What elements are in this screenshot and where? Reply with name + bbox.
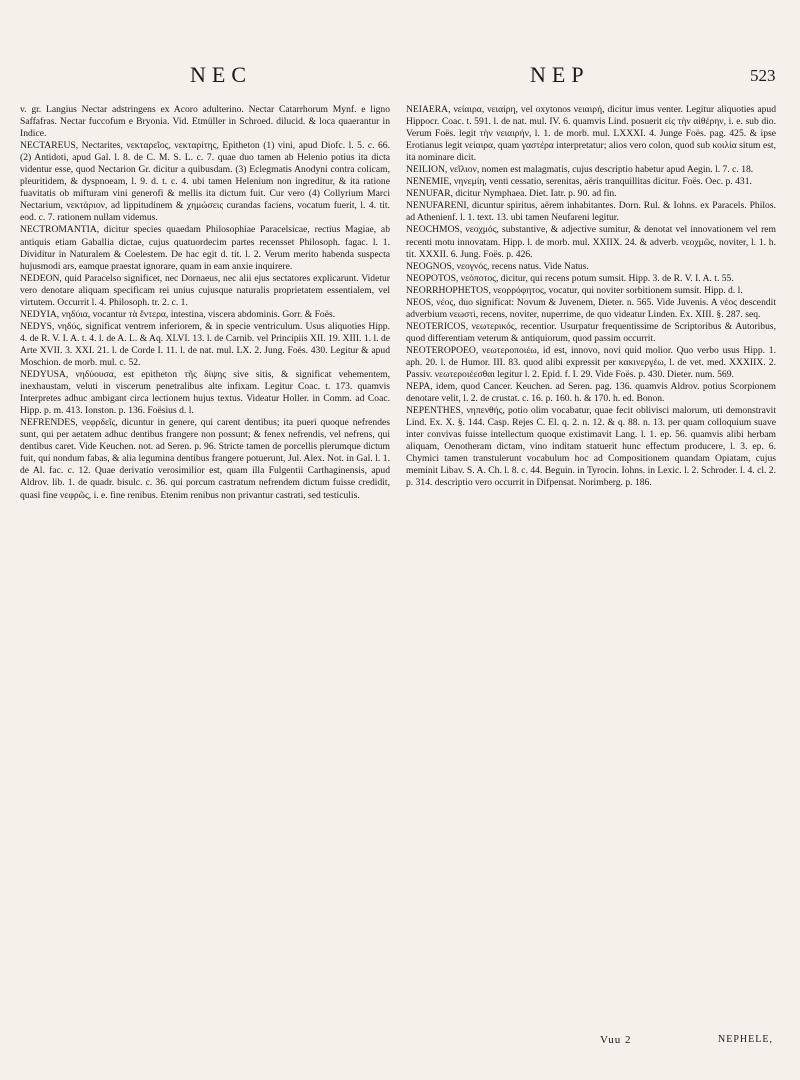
entry-nenufar: NENUFAR, dicitur Nymphaea. Diet. Iatr. p. 90. ad fin. — [406, 188, 617, 200]
entry-neochmos: NEOCHMOS, νεοχμός, substantive, & adjective sumitur, & denotat vel innovationem vel rem recenti motu innovatam. Hipp. l. de morb. mul. XXIIX. 24. & adverb. νεοχμῶς, noviter, l. 1. h. tit. XXXII. 6. Jung. Foës. p. 426. — [406, 224, 776, 260]
running-head-left: NEC — [190, 62, 252, 87]
entry-nedyia: NEDYIA, νηδύια, vocantur τὰ ἔντερα, intestina, viscera abdominis. Gorr. & Foës. — [20, 308, 336, 320]
entry-nenufareni: NENUFARENI, dicuntur spiritus, aërem inhabitantes. Dorn. Rul. & Iohns. ex Paracels. Philos. ad Athenienf. l. 1. text. 13. ubi tamen Neufareni legitur. — [406, 200, 776, 224]
entry-nedys: NEDYS, νηδύς, significat ventrem inferiorem, & in specie ventriculum. Usus aliquoties Hipp. 4. de R. V. I. A. t. 4. l. de A. L. & Aq. XLVI. 13. l. de Carnib. vel Principiis XII. 19. XIII. 1. l. de Arte XVII. 3. XXI. 21. l. de Corde I. 11. l. de nat. mul. LX. 2. Jung. Foës. 430. Legitur & apud Moschion. de morb. mul. c. 52. — [20, 320, 390, 368]
catchword: NEPHELE, — [718, 1034, 773, 1045]
entry-neoteropoeo: NEOTEROPOEO, νεωτεροποιέω, id est, innovo, novi quid molior. Quo verbo usus Hipp. 1. aph. 20. l. de Humor. III. 83. quod alibi expressit per κακινεργέω, l. de vet. med. XXXIIX. 2. Passiv. νεωτεροιέεσθαι legitur l. 2. Epid. f. I. 29. Vide Foës. p. 430. Dieter. num. 569. — [406, 344, 776, 381]
entry-neopotos: NEOPOTOS, νεόποτος, dicitur, qui recens potum sumsit. Hipp. 3. de R. V. I. A. t. 55. — [406, 272, 734, 284]
entry-nedyusa: NEDYUSA, νηδύουσα, est epitheton τῆς δίψης sive sitis, & significat vehementem, inexhaustam, veluti in viscerum penetralibus alte infixam. Legitur Coac. t. 173. quamvis Interpretes adhuc ambigant circa lectionem hujus textus. Videatur Holler. in Comm. ad Coac. Hipp. p. m. 413. Ionston. p. 136. Foësius d. l. — [20, 369, 390, 417]
entry-nefrendes: NEFRENDES, νεφρδεῖς, dicuntur in genere, qui carent dentibus; ita pueri quoque nefrendes sunt, qui per aetatem adhuc dentibus frangere non possunt; & fenex nefrendis, vel nefrens, qui dentibus caret. Vide Keuchen. not. ad Seren. p. 96. Stricte tamen de porcellis plerumque dictum fuit, qui nondum fabas, & alia legumina dentibus frangere potuerunt, Jul. Alex. Not. in Gal. l. 1. de Al. fac. c. 12. Quae derivatio verosimilior est, quam illa Fulgentii Carthaginensis, apud Aldrov. lib. 1. de quadr. bisulc. c. 36. qui porcum castratum nefrendem dictum fuisse credidit, quasi fine νεφρῶς, i. e. fine renibus. Etenim renibus non privantur castrati, sed testiculis. — [20, 417, 390, 501]
entry-neotericos: NEOTERICOS, νεωτερικός, recentior. Usurpatur frequentissime de Scriptoribus & Autoribus, quod differentiam veterum & antiquiorum, quod passim occurrit. — [406, 320, 776, 344]
entry-nedeon: NEDEON, quid Paracelso significet, nec Dornaeus, nec alii ejus sectatores explicarunt. Videtur vero denotare aliquam specificam rei unius cujusque naturalis proprietatem essentialem, vel virtutem. Occurrit l. 4. Philosoph. tr. 2. c. 1. — [20, 272, 390, 308]
entry-neognos: NEOGNOS, νεογνός, recens natus. Vide Natus. — [406, 260, 589, 272]
entry-nenemie: NENEMIE, νηνεμίη, venti cessatio, serenitas, aëris tranquillitas dicitur. Foës. Oec. p. 431. — [406, 176, 752, 188]
entry-nectareus: NECTAREUS, Nectarites, νεκταρεῖος, νεκταρίτης, Epitheton (1) vini, apud Diofc. l. 5. c. 66. (2) Antidoti, apud Gal. l. 8. de C. M. S. L. c. 7. quae duo tamen ab Helenio potius ita dicta videntur esse, quod Nectarion Gr. dicitur a quibusdam. (3) Eclegmatis Anodyni contra colicam, pleuritidem, & dyspnoeam, l. 9. d. t. c. 4. ubi tamen Helenium non ingreditur, & ita ratione fuavitatis ob mifturam vini generofi & mellis ita dictum fuit. Cur vero (4) Collyrium Marci Nectarium, νεκτάριον, ad lippitudinem & χημώσεις curandas faciens, vocatum fuerit, l. 4. tit. eod. c. 7. rationem nullam videmus. — [20, 140, 390, 224]
signature-mark: Vuu 2 — [600, 1034, 632, 1046]
page-number: 523 — [750, 66, 776, 85]
entry-nepenthes: NEPENTHES, νηπενθής, potio olim vocabatur, quae fecit oblivisci malorum, uti demonstravit Lind. Ex. X. §. 144. Casp. Rejes C. El. q. 2. n. 12. & q. 88. n. 13. per quam colloquium suave inter convivas fuisse intellectum quoque existimavit Lang. l. 1. ep. 56. quamvis alibi herbam aliquam, Oenotheram dictam, vino inditam statuerit hunc effectum producere, l. 3. ep. 6. Chymici tamen transtulerunt vocabulum hoc ad Compositionem quandam Opiatam, cujus meminit Libav. S. A. Ch. l. 8. c. 44. Beguin. in Tyrocin. Iohns. in Lexic. l. 2. Schroder. l. 4. cl. 2. p. 314. descriptio vero occurrit in Difpensat. Norimberg. p. 186. — [406, 405, 776, 489]
entry-neilion: NEILION, νεῖλιον, nomen est malagmatis, cujus descriptio habetur apud Aegin. l. 7. c. 18. — [406, 164, 754, 176]
entry-nectromantia: NECTROMANTIA, dicitur species quaedam Philosophiae Paracelsicae, rectius Magiae, ab antiquis etiam Gaballia dictae, cujus quatuordecim partes recensset Philosoph. fagac. l. 1. Dividitur in Naturalem & Coelestem. De hac egit d. tit. l. 2. Verum merito habenda suspecta hujusmodi ars, eamque praestat ignorare, quam in eam anxie inquirere. — [20, 224, 390, 272]
entry-nepa: NEPA, idem, quod Cancer. Keuchen. ad Seren. pag. 136. quamvis Aldrov. potius Scorpionem denotare velit, l. 2. de crustat. c. 16. p. 160. h. & 170. h. ed. Bonon. — [406, 381, 776, 405]
entry-nectar-cont: v. gr. Langius Nectar adstringens ex Acoro adulterino. Nectar Catarrhorum Mynf. e ligno Saffafras. Nectar fuccofum e Bryonia. Vid. Etmüller in Schroed. dilucid. & loca quaerantur in Indice. — [20, 104, 390, 140]
running-head-right: NEP — [530, 62, 590, 87]
left-column — [20, 104, 390, 502]
entry-neos: NEOS, νέος, duo significat: Novum & Juvenem, Dieter. n. 565. Vide Juvenis. A νέος descendit adverbium νεωστὶ, recens, noviter, nuperrime, de quo videatur Linden. Ex. XIII. §. 287. seq. — [406, 296, 776, 320]
entry-neorrhophetos: NEORRHOPHETOS, νεορρόφητος, vocatur, qui noviter sorbitionem sumsit. Hipp. d. l. — [406, 284, 743, 296]
right-column — [406, 104, 776, 490]
entry-neiaera: NEIAERA, νείαιρα, νειαίρη, vel oxytonos νειαιρή, dicitur imus venter. Legitur aliquoties apud Hippocr. Coac. t. 591. l. de nat. mul. IV. 6. quamvis Lind. posuerit εἰς τὴν αἰθέρην, i. e. sub dio. Verum Foës. legit τὴν νειαιρήν, l. 1. de morb. mul. LXXXI. 4. Junge Foës. pag. 425. & ipse Erotianus legit νείαιρα, quam γαστέρα interpretatur; alios vero colon, quod sub κοιλία situm est, ita nominare dicit. — [406, 104, 776, 164]
